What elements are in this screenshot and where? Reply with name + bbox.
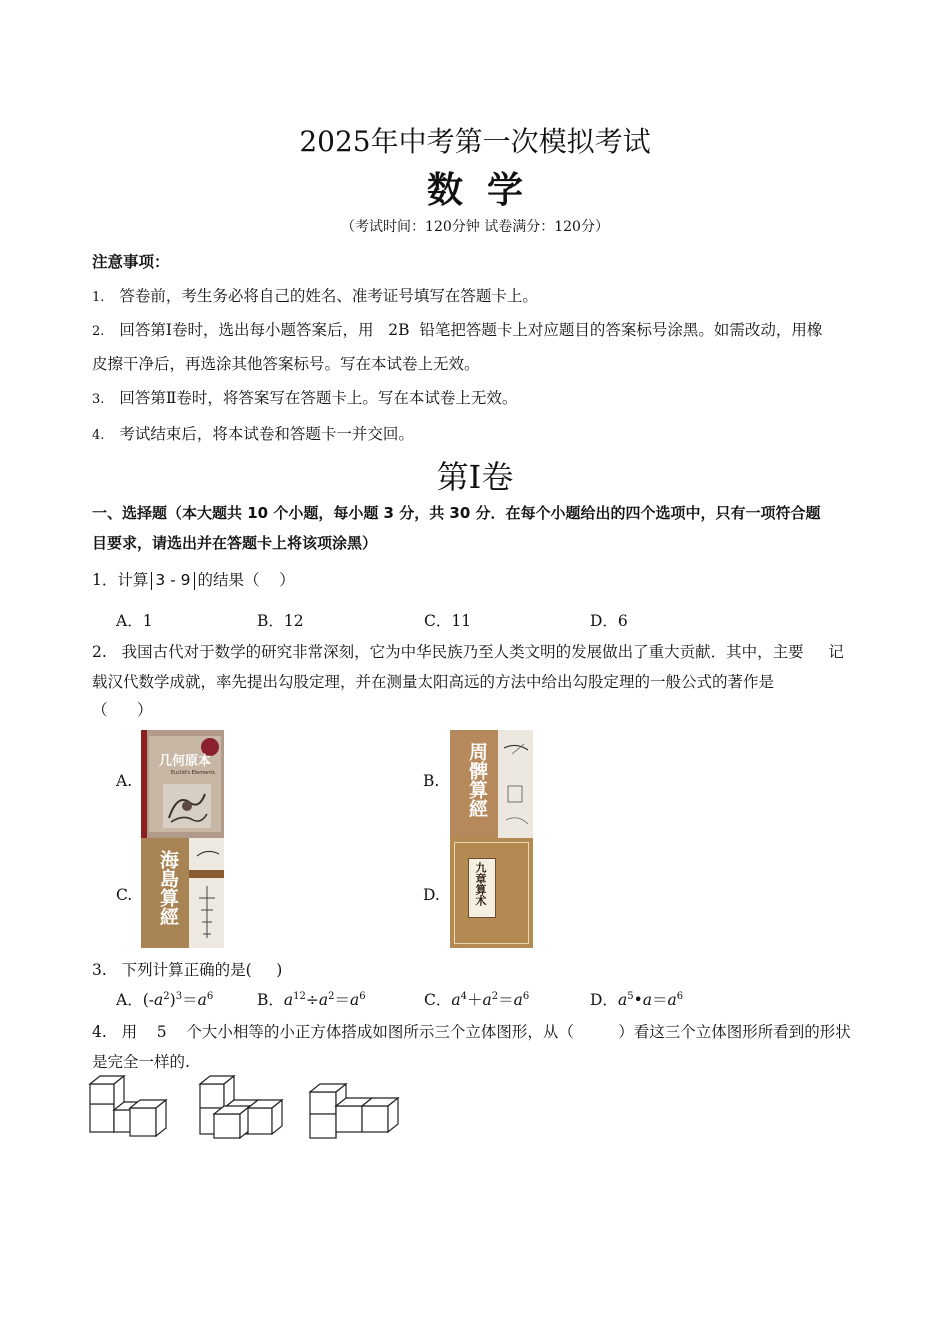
notice-num: 2. xyxy=(92,324,105,339)
book-a-subtitle: Euclid's Elements xyxy=(171,770,215,776)
book-cover-b[interactable] xyxy=(450,730,533,838)
book-cover-c[interactable] xyxy=(141,838,224,948)
notice-text: 回答第Ⅰ卷时，选出每小题答案后，用 2B 铅笔把答题卡上对应题目的答案标号涂黑。如需改动，用橡 xyxy=(119,321,823,339)
abs-bar-left xyxy=(151,572,152,590)
cube-figure-1 xyxy=(90,1076,166,1136)
q3-option-c-label: C． xyxy=(424,991,452,1009)
book-cover-d[interactable] xyxy=(450,838,533,948)
q1-expression: 3 - 9 xyxy=(155,571,191,589)
q2-stem-line3: （ ） xyxy=(92,701,153,719)
q3-option-b[interactable]: B．$a^{12}\div a^2=a^6$ xyxy=(257,990,366,1009)
notice-text: 答卷前，考生务必将自己的姓名、准考证号填写在答题卡上。 xyxy=(119,287,538,305)
notice-num: 1. xyxy=(92,290,105,305)
notice-num: 4. xyxy=(92,428,105,443)
notice-item-4 xyxy=(92,422,414,444)
notice-item-2-cont: 皮擦干净后，再选涂其他答案标号。写在本试卷上无效。 xyxy=(92,355,480,373)
book-c-title: 海島算經 xyxy=(157,850,179,926)
cube-figure-3 xyxy=(310,1084,398,1138)
q1-suffix: 的结果（ ） xyxy=(197,571,295,589)
book-c-pagoda-art xyxy=(193,846,221,944)
exam-info: （考试时间：120分钟 试卷满分：120分） xyxy=(341,219,609,235)
volume-title: 第Ⅰ卷 xyxy=(436,458,514,496)
q4-cube-figures xyxy=(88,1074,408,1144)
q1-option-c[interactable]: C．11 xyxy=(424,612,472,630)
notice-text: 考试结束后，将本试卷和答题卡一并交回。 xyxy=(119,425,414,443)
notice-item-1 xyxy=(92,284,538,306)
question-1 xyxy=(92,568,295,590)
q2-stem-line1: 2. 我国古代对于数学的研究非常深刻，它为中华民族乃至人类文明的发展做出了重大贡献．其中，主要 记 xyxy=(92,643,844,661)
book-b-ink-art xyxy=(502,740,530,830)
section-heading-line2: 目要求，请选出并在答题卡上将该项涂黑） xyxy=(92,534,378,552)
q4-stem-line2: 是完全一样的. xyxy=(92,1053,190,1071)
notice-text: 回答第Ⅱ卷时，将答案写在答题卡上。写在本试卷上无效。 xyxy=(119,389,518,407)
notice-heading: 注意事项： xyxy=(92,253,170,271)
section-heading-line1: 一、选择题（本大题共 10 个小题，每小题 3 分，共 30 分．在每个小题给出的四个选项中，只有一项符合题 xyxy=(92,504,821,522)
book-a-title: 几何原本 xyxy=(159,754,212,769)
q1-option-d[interactable]: D．6 xyxy=(590,612,628,630)
q3-option-d-label: D． xyxy=(590,991,618,1009)
q2-stem-line2: 载汉代数学成就，率先提出勾股定理，并在测量太阳高远的方法中给出勾股定理的一般公式的著作是 xyxy=(92,673,775,691)
q3-option-c[interactable]: C．$a^4+a^2=a^6$ xyxy=(424,990,530,1009)
q3-option-d[interactable]: D．$a^5•a=a^6$ xyxy=(590,990,684,1009)
q2-option-b-label[interactable]: B. xyxy=(423,772,440,790)
exam-title: 2025年中考第一次模拟考试 xyxy=(299,125,651,158)
abs-bar-right xyxy=(194,572,195,590)
q1-prefix: 1．计算 xyxy=(92,571,149,589)
notice-num: 3. xyxy=(92,392,105,407)
q3-option-a-label: A． xyxy=(116,991,143,1009)
q4-stem-line1: 4. 用 5 个大小相等的小正方体搭成如图所示三个立体图形，从（ ）看这三个立体图形所看到的形状 xyxy=(92,1023,851,1041)
q3-stem: 3. 下列计算正确的是( ) xyxy=(92,961,283,979)
book-d-title: 九章算术 xyxy=(474,862,487,906)
q3-option-a[interactable]: A．$(-a^2)^3=a^6$ xyxy=(116,990,214,1009)
q1-option-b[interactable]: B．12 xyxy=(257,612,304,630)
book-cover-a[interactable] xyxy=(141,730,224,838)
q3-option-b-label: B． xyxy=(257,991,284,1009)
cube-figure-2 xyxy=(200,1076,282,1138)
notice-item-2 xyxy=(92,318,822,340)
q2-option-d-label[interactable]: D. xyxy=(423,886,440,904)
q2-option-c-label[interactable]: C. xyxy=(116,886,133,904)
q1-option-a[interactable]: A．1 xyxy=(116,612,153,630)
subject-title: 数学 xyxy=(426,169,547,211)
notice-item-3 xyxy=(92,386,517,408)
book-b-title: 周髀算經 xyxy=(466,742,488,818)
q2-option-a-label[interactable]: A. xyxy=(116,772,133,790)
escher-hands-image xyxy=(163,784,211,828)
